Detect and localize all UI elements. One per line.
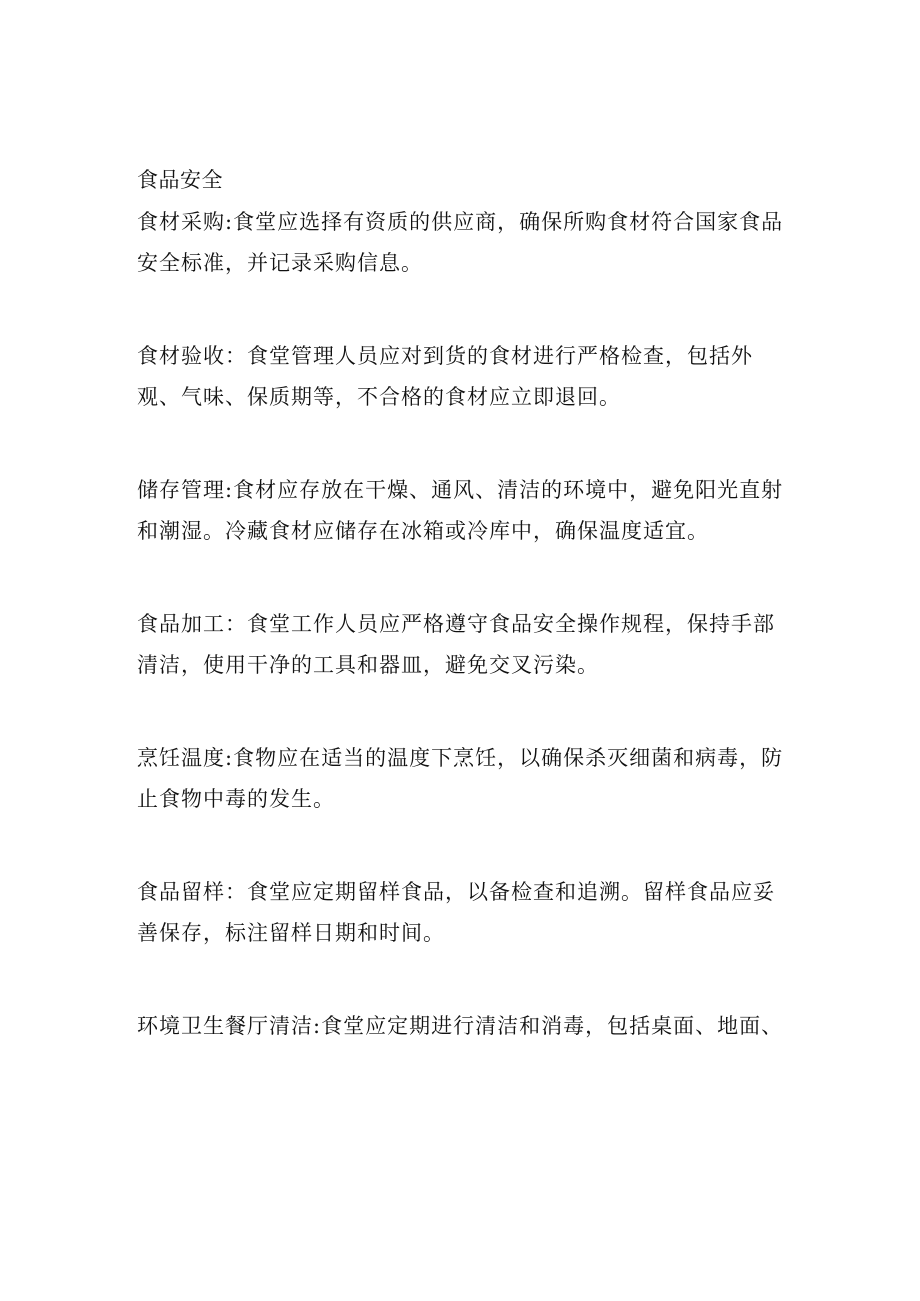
paragraph-food-sampling (137, 872, 777, 954)
paragraph-line: 观、气味、保质期等，不合格的食材应立即退回。 (137, 385, 621, 409)
paragraph-ingredient-inspection (137, 336, 777, 418)
paragraph-line: 清洁，使用干净的工具和器皿，避免交叉污染。 (137, 653, 599, 677)
paragraph-line: 止食物中毒的发生。 (137, 787, 335, 811)
paragraph-line: 食品留样：食堂应定期留样食品，以备检查和追溯。留样食品应妥 (137, 880, 775, 904)
paragraph-line: 安全标准，并记录采购信息。 (137, 251, 423, 275)
paragraph-line: 食品加工：食堂工作人员应严格遵守食品安全操作规程，保持手部 (137, 612, 775, 636)
paragraph-line: 善保存，标注留样日期和时间。 (137, 921, 445, 945)
paragraph-ingredient-procurement (137, 202, 784, 284)
paragraph-line: 和潮湿。冷藏食材应储存在冰箱或冷库中，确保温度适宜。 (137, 519, 709, 543)
paragraph-environmental-hygiene (137, 1006, 784, 1047)
document-body (137, 158, 784, 1099)
paragraph-line: 食材验收：食堂管理人员应对到货的食材进行严格检查，包括外 (137, 344, 753, 368)
paragraph-line: 食材采购:食堂应选择有资质的供应商，确保所购食材符合国家食品 (137, 210, 784, 234)
document-title: 食品安全 (137, 168, 223, 192)
paragraph-line: 储存管理:食材应存放在干燥、通风、清洁的环境中，避免阳光直射 (137, 478, 784, 502)
paragraph-line: 环境卫生餐厅清洁:食堂应定期进行清洁和消毒，包括桌面、地面、 (137, 1014, 784, 1038)
paragraph-storage-management (137, 470, 784, 552)
paragraph-line: 烹饪温度:食物应在适当的温度下烹饪，以确保杀灭细菌和病毒，防 (137, 746, 784, 770)
paragraph-cooking-temperature (137, 738, 784, 820)
paragraph-food-processing (137, 604, 777, 686)
